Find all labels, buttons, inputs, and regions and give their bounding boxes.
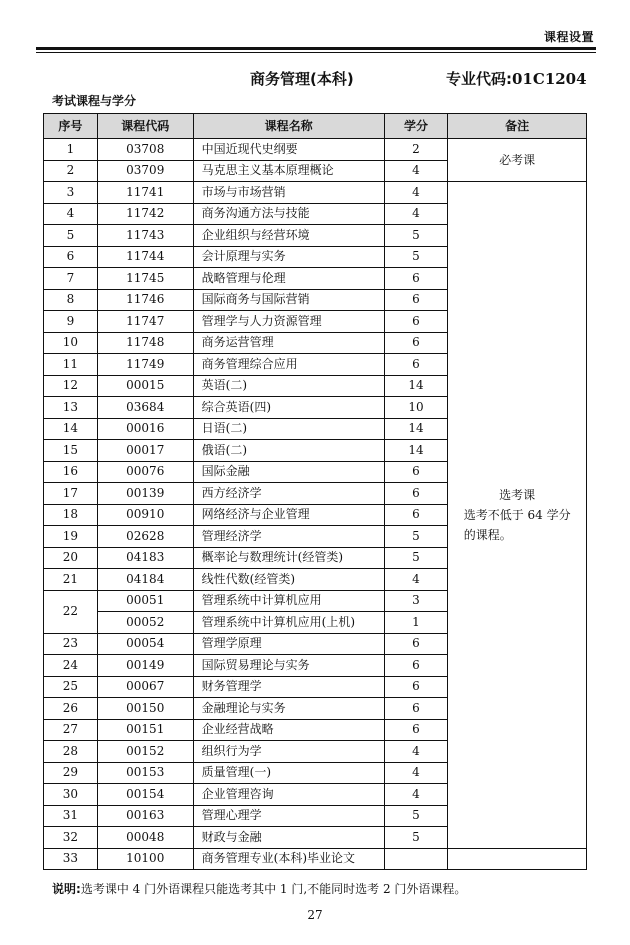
- cell-name: 市场与市场营销: [193, 182, 384, 204]
- cell-seq: 3: [44, 182, 98, 204]
- elective-note-line1: 选考不低于 64 学分: [463, 507, 571, 522]
- header-rule-thick: [36, 47, 596, 50]
- cell-code: 00149: [97, 655, 193, 677]
- cell-credit: 6: [384, 461, 448, 483]
- cell-code: 11749: [97, 354, 193, 376]
- cell-code: 00163: [97, 805, 193, 827]
- section-title: 考试课程与学分: [52, 94, 137, 108]
- cell-seq: 29: [44, 762, 98, 784]
- cell-code: 11744: [97, 246, 193, 268]
- cell-code: 11742: [97, 203, 193, 225]
- table-header-row: [44, 114, 587, 139]
- cell-seq: 11: [44, 354, 98, 376]
- cell-name: 管理系统中计算机应用: [193, 590, 384, 612]
- cell-credit: 5: [384, 827, 448, 849]
- cell-seq: 32: [44, 827, 98, 849]
- cell-seq: 1: [44, 139, 98, 161]
- elective-note-line2: 的课程。: [463, 527, 512, 542]
- cell-credit: 5: [384, 246, 448, 268]
- cell-name: 商务沟通方法与技能: [193, 203, 384, 225]
- header-seq: 序号: [44, 114, 98, 139]
- cell-credit: 4: [384, 203, 448, 225]
- cell-credit: 6: [384, 289, 448, 311]
- cell-code: 11741: [97, 182, 193, 204]
- cell-name: 企业经营战略: [193, 719, 384, 741]
- cell-credit: 6: [384, 354, 448, 376]
- cell-seq: 24: [44, 655, 98, 677]
- header-name: 课程名称: [193, 114, 384, 139]
- cell-name: 商务管理综合应用: [193, 354, 384, 376]
- major-code-value: 01C1204: [512, 70, 587, 88]
- cell-name: 线性代数(经管类): [193, 569, 384, 591]
- required-remark: 必考课: [448, 139, 587, 182]
- cell-code: 11748: [97, 332, 193, 354]
- cell-seq: 8: [44, 289, 98, 311]
- cell-name: 企业组织与经营环境: [193, 225, 384, 247]
- table-row: [44, 848, 587, 870]
- cell-credit: 14: [384, 418, 448, 440]
- cell-name: 国际商务与国际营销: [193, 289, 384, 311]
- cell-name: 企业管理咨询: [193, 784, 384, 806]
- cell-credit: 14: [384, 375, 448, 397]
- cell-code: 11746: [97, 289, 193, 311]
- cell-seq: 10: [44, 332, 98, 354]
- cell-code: 00015: [97, 375, 193, 397]
- cell-credit: 6: [384, 633, 448, 655]
- cell-seq: 31: [44, 805, 98, 827]
- page-number: 27: [307, 908, 323, 922]
- cell-name: 中国近现代史纲要: [193, 139, 384, 161]
- table-row: [44, 182, 587, 204]
- cell-code: 03709: [97, 160, 193, 182]
- elective-label: 选考课: [499, 487, 536, 502]
- cell-credit: 1: [384, 612, 448, 634]
- cell-code: 00152: [97, 741, 193, 763]
- cell-credit: 6: [384, 719, 448, 741]
- cell-credit: 6: [384, 311, 448, 333]
- cell-name: 俄语(二): [193, 440, 384, 462]
- elective-remark: [448, 182, 587, 849]
- cell-code: 03684: [97, 397, 193, 419]
- header-rule-thin: [36, 52, 596, 53]
- header-remark: 备注: [448, 114, 587, 139]
- cell-seq: 30: [44, 784, 98, 806]
- cell-credit: 4: [384, 182, 448, 204]
- cell-remark: [448, 848, 587, 870]
- cell-code: 00139: [97, 483, 193, 505]
- elective-remark-text: [464, 485, 571, 545]
- cell-seq: 15: [44, 440, 98, 462]
- cell-credit: 4: [384, 784, 448, 806]
- cell-code: 00076: [97, 461, 193, 483]
- cell-credit: 5: [384, 547, 448, 569]
- cell-name: 综合英语(四): [193, 397, 384, 419]
- cell-name: 管理学与人力资源管理: [193, 311, 384, 333]
- cell-credit: 4: [384, 741, 448, 763]
- cell-code: 03708: [97, 139, 193, 161]
- cell-name: 金融理论与实务: [193, 698, 384, 720]
- cell-credit: 3: [384, 590, 448, 612]
- cell-code: 02628: [97, 526, 193, 548]
- table-row: [44, 139, 587, 161]
- cell-seq: 17: [44, 483, 98, 505]
- cell-seq: 5: [44, 225, 98, 247]
- cell-credit: 5: [384, 225, 448, 247]
- cell-code: 00051: [97, 590, 193, 612]
- cell-name: 日语(二): [193, 418, 384, 440]
- cell-code: 00016: [97, 418, 193, 440]
- cell-code: 00150: [97, 698, 193, 720]
- cell-seq: 14: [44, 418, 98, 440]
- cell-code: 00910: [97, 504, 193, 526]
- cell-seq: 2: [44, 160, 98, 182]
- cell-name: 西方经济学: [193, 483, 384, 505]
- cell-name: 商务运营管理: [193, 332, 384, 354]
- cell-seq: 28: [44, 741, 98, 763]
- footnote-label: 说明:: [52, 882, 81, 896]
- cell-seq: 23: [44, 633, 98, 655]
- cell-seq: 4: [44, 203, 98, 225]
- cell-code: 00048: [97, 827, 193, 849]
- cell-credit: 6: [384, 332, 448, 354]
- running-header: 课程设置: [543, 30, 594, 44]
- cell-code: 04183: [97, 547, 193, 569]
- cell-seq: 16: [44, 461, 98, 483]
- cell-credit: 10: [384, 397, 448, 419]
- cell-code: 11747: [97, 311, 193, 333]
- cell-name: 国际贸易理论与实务: [193, 655, 384, 677]
- cell-name: 管理心理学: [193, 805, 384, 827]
- cell-credit: 4: [384, 569, 448, 591]
- cell-code: 00017: [97, 440, 193, 462]
- cell-name: 网络经济与企业管理: [193, 504, 384, 526]
- cell-code: 00153: [97, 762, 193, 784]
- cell-name: 国际金融: [193, 461, 384, 483]
- cell-name: 财政与金融: [193, 827, 384, 849]
- cell-name: 马克思主义基本原理概论: [193, 160, 384, 182]
- cell-credit: 6: [384, 483, 448, 505]
- cell-code: 04184: [97, 569, 193, 591]
- cell-credit: 6: [384, 655, 448, 677]
- cell-seq: 12: [44, 375, 98, 397]
- cell-code: 00067: [97, 676, 193, 698]
- cell-credit: 5: [384, 526, 448, 548]
- cell-name: 质量管理(一): [193, 762, 384, 784]
- cell-credit: 4: [384, 160, 448, 182]
- course-table: [43, 113, 587, 870]
- cell-seq: 6: [44, 246, 98, 268]
- cell-seq: 20: [44, 547, 98, 569]
- cell-seq: 9: [44, 311, 98, 333]
- cell-code: 10100: [97, 848, 193, 870]
- cell-code: 00151: [97, 719, 193, 741]
- cell-name: 财务管理学: [193, 676, 384, 698]
- cell-name: 管理经济学: [193, 526, 384, 548]
- cell-credit: 4: [384, 762, 448, 784]
- cell-credit: 14: [384, 440, 448, 462]
- cell-code: 00052: [97, 612, 193, 634]
- cell-credit: 5: [384, 805, 448, 827]
- cell-name: 商务管理专业(本科)毕业论文: [193, 848, 384, 870]
- cell-credit: 2: [384, 139, 448, 161]
- cell-credit: [384, 848, 448, 870]
- major-title: 商务管理(本科): [250, 70, 354, 88]
- cell-seq: 18: [44, 504, 98, 526]
- cell-seq: 26: [44, 698, 98, 720]
- cell-code: 11745: [97, 268, 193, 290]
- cell-name: 会计原理与实务: [193, 246, 384, 268]
- footnote: [52, 880, 466, 897]
- cell-seq: 33: [44, 848, 98, 870]
- major-code: [446, 68, 587, 89]
- cell-name: 英语(二): [193, 375, 384, 397]
- cell-credit: 6: [384, 676, 448, 698]
- footnote-text: 选考课中 4 门外语课程只能选考其中 1 门,不能同时选考 2 门外语课程。: [80, 882, 467, 896]
- cell-name: 战略管理与伦理: [193, 268, 384, 290]
- cell-code: 00154: [97, 784, 193, 806]
- cell-name: 管理学原理: [193, 633, 384, 655]
- cell-seq: 7: [44, 268, 98, 290]
- header-code: 课程代码: [97, 114, 193, 139]
- cell-credit: 6: [384, 268, 448, 290]
- cell-seq: 21: [44, 569, 98, 591]
- cell-seq: 27: [44, 719, 98, 741]
- major-code-label: 专业代码:: [446, 70, 512, 88]
- header-credit: 学分: [384, 114, 448, 139]
- cell-credit: 6: [384, 698, 448, 720]
- cell-name: 组织行为学: [193, 741, 384, 763]
- cell-seq: 22: [44, 590, 98, 633]
- cell-seq: 25: [44, 676, 98, 698]
- cell-seq: 19: [44, 526, 98, 548]
- cell-name: 管理系统中计算机应用(上机): [193, 612, 384, 634]
- cell-credit: 6: [384, 504, 448, 526]
- cell-seq: 13: [44, 397, 98, 419]
- cell-name: 概率论与数理统计(经管类): [193, 547, 384, 569]
- cell-code: 00054: [97, 633, 193, 655]
- cell-code: 11743: [97, 225, 193, 247]
